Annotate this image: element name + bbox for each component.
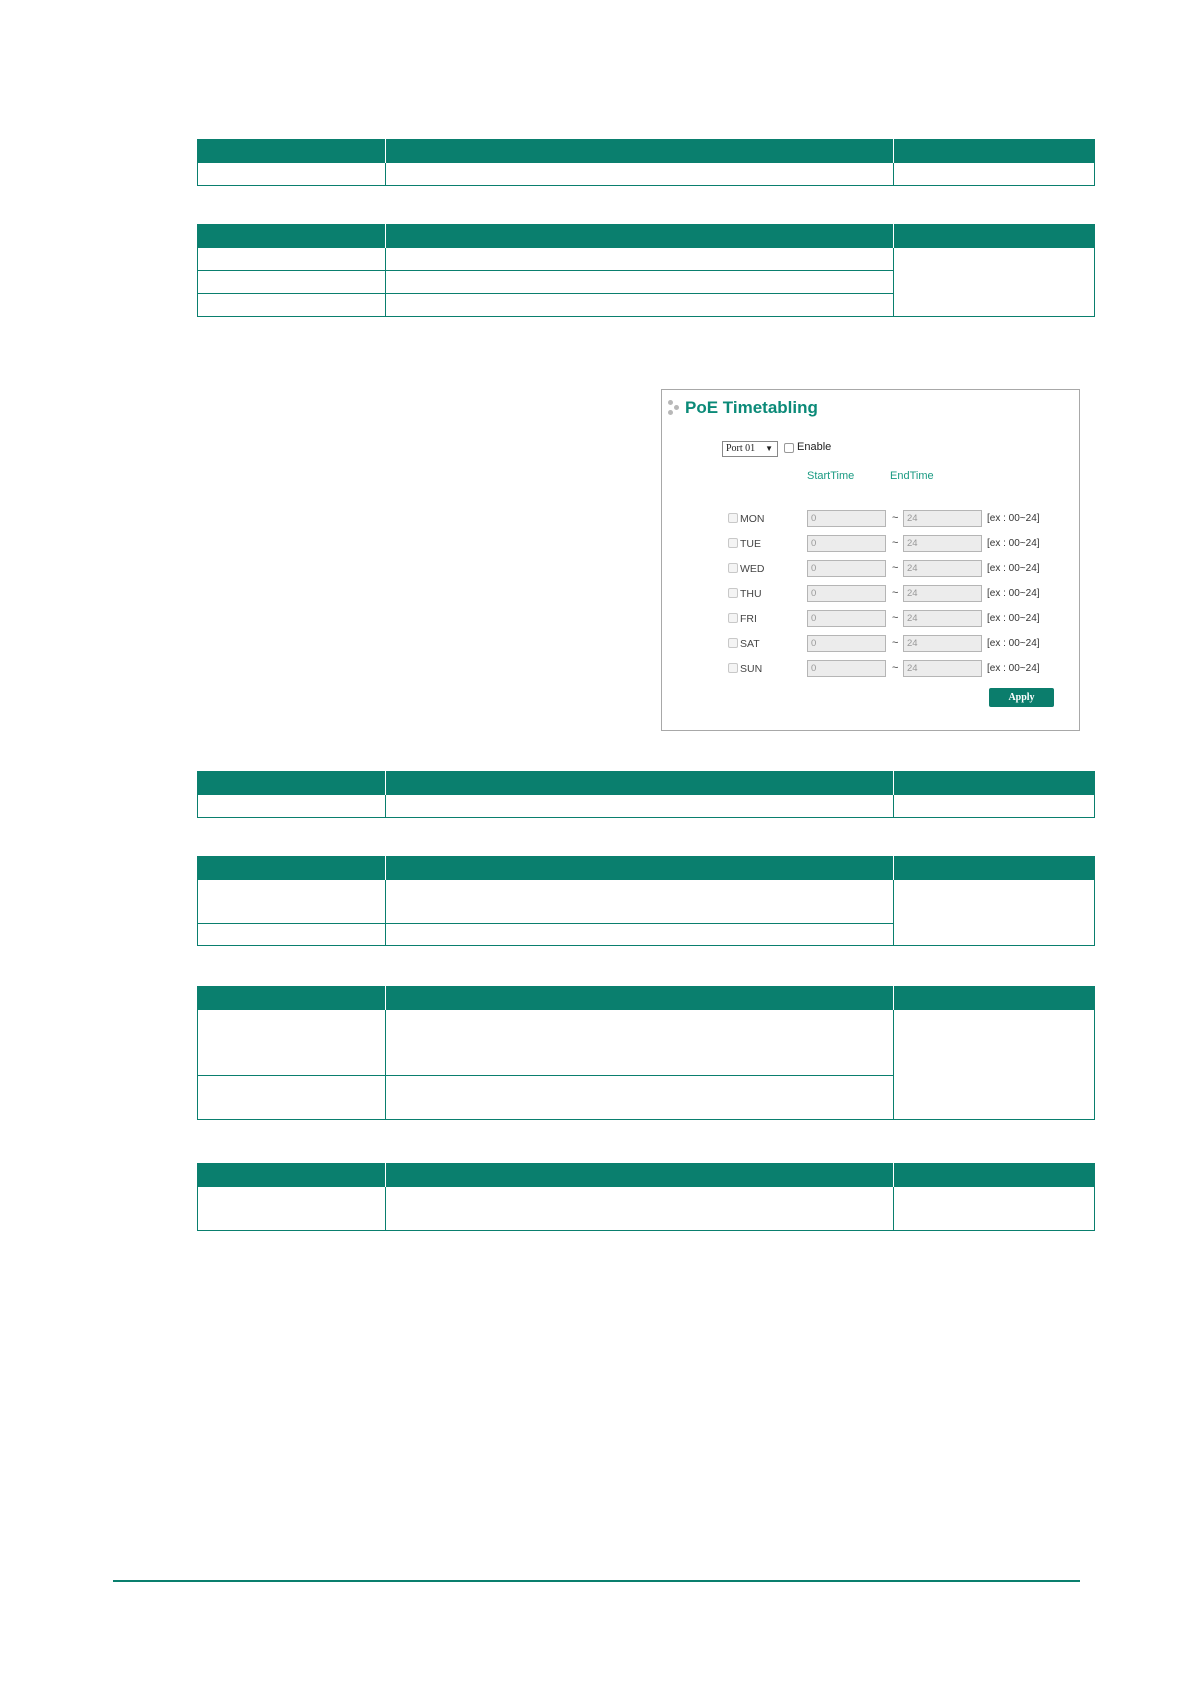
end-time-input[interactable]: 24	[903, 635, 982, 652]
table-header-row	[198, 139, 1095, 163]
table-cell	[894, 163, 1095, 186]
time-hint: [ex : 00~24]	[987, 588, 1040, 599]
day-label: SUN	[740, 663, 763, 675]
table-header-cell	[386, 1163, 894, 1187]
settings-table-3	[197, 771, 1095, 818]
end-time-input[interactable]: 24	[903, 535, 982, 552]
time-hint: [ex : 00~24]	[987, 638, 1040, 649]
day-row-wed	[662, 560, 1079, 580]
poe-timetabling-panel	[661, 389, 1080, 731]
table-cell	[386, 271, 894, 294]
table-header-cell	[386, 771, 894, 795]
time-hint: [ex : 00~24]	[987, 563, 1040, 574]
table-row	[198, 1187, 1095, 1231]
table-header-cell	[198, 771, 386, 795]
table-cell	[894, 880, 1095, 946]
settings-table-5	[197, 986, 1095, 1120]
table-cell	[386, 924, 894, 946]
table-header-cell	[386, 139, 894, 163]
settings-table-6	[197, 1163, 1095, 1231]
start-time-header: StartTime	[807, 470, 855, 482]
settings-table-1	[197, 139, 1095, 186]
table-cell	[198, 880, 386, 924]
table-cell	[198, 294, 386, 317]
footer-rule	[113, 1580, 1080, 1582]
day-checkbox[interactable]	[728, 513, 738, 523]
start-time-input[interactable]: 0	[807, 660, 886, 677]
table-header-cell	[198, 139, 386, 163]
table-cell	[198, 1076, 386, 1120]
day-row-fri	[662, 610, 1079, 630]
table-row	[198, 163, 1095, 186]
table-cell	[198, 248, 386, 271]
table-header-row	[198, 771, 1095, 795]
enable-checkbox[interactable]	[784, 443, 794, 453]
table-header-cell	[198, 1163, 386, 1187]
range-separator: ~	[892, 612, 899, 624]
table-header-cell	[386, 986, 894, 1010]
day-label: SAT	[740, 638, 760, 650]
day-checkbox[interactable]	[728, 638, 738, 648]
day-row-thu	[662, 585, 1079, 605]
enable-label: Enable	[797, 441, 832, 453]
time-hint: [ex : 00~24]	[987, 538, 1040, 549]
end-time-header: EndTime	[890, 470, 934, 482]
table-cell	[386, 294, 894, 317]
table-header-cell	[894, 771, 1095, 795]
day-checkbox[interactable]	[728, 563, 738, 573]
table-cell	[198, 1010, 386, 1076]
table-cell	[386, 1076, 894, 1120]
table-header-row	[198, 224, 1095, 248]
table-header-cell	[894, 1163, 1095, 1187]
day-label: MON	[740, 513, 765, 525]
chevron-down-icon: ▼	[765, 444, 773, 453]
table-header-cell	[386, 856, 894, 880]
table-cell	[894, 248, 1095, 317]
table-cell	[386, 880, 894, 924]
apply-button[interactable]: Apply	[989, 688, 1054, 707]
end-time-input[interactable]: 24	[903, 560, 982, 577]
table-header-cell	[894, 139, 1095, 163]
day-label: THU	[740, 588, 762, 600]
end-time-input[interactable]: 24	[903, 610, 982, 627]
day-checkbox[interactable]	[728, 663, 738, 673]
table-row	[198, 880, 1095, 924]
settings-table-2	[197, 224, 1095, 317]
time-hint: [ex : 00~24]	[987, 663, 1040, 674]
table-cell	[386, 1010, 894, 1076]
end-time-input[interactable]: 24	[903, 510, 982, 527]
table-cell	[198, 1187, 386, 1231]
start-time-input[interactable]: 0	[807, 535, 886, 552]
day-checkbox[interactable]	[728, 613, 738, 623]
table-header-cell	[386, 224, 894, 248]
end-time-input[interactable]: 24	[903, 585, 982, 602]
table-row	[198, 248, 1095, 271]
day-row-tue	[662, 535, 1079, 555]
settings-table-4	[197, 856, 1095, 946]
poe-title-group	[668, 398, 818, 418]
time-hint: [ex : 00~24]	[987, 513, 1040, 524]
day-label: TUE	[740, 538, 761, 550]
table-cell	[386, 1187, 894, 1231]
start-time-input[interactable]: 0	[807, 610, 886, 627]
day-row-sat	[662, 635, 1079, 655]
table-row	[198, 1010, 1095, 1076]
table-cell	[894, 795, 1095, 818]
day-row-mon	[662, 510, 1079, 530]
table-cell	[894, 1010, 1095, 1120]
range-separator: ~	[892, 537, 899, 549]
table-cell	[198, 924, 386, 946]
table-header-cell	[198, 856, 386, 880]
table-header-row	[198, 1163, 1095, 1187]
range-separator: ~	[892, 637, 899, 649]
start-time-input[interactable]: 0	[807, 585, 886, 602]
start-time-input[interactable]: 0	[807, 560, 886, 577]
range-separator: ~	[892, 662, 899, 674]
table-header-cell	[894, 986, 1095, 1010]
port-select-value: Port 01	[726, 443, 756, 454]
table-header-row	[198, 986, 1095, 1010]
table-cell	[198, 271, 386, 294]
table-header-cell	[198, 986, 386, 1010]
table-header-cell	[198, 224, 386, 248]
table-header-row	[198, 856, 1095, 880]
port-select[interactable]	[722, 441, 778, 457]
table-cell	[894, 1187, 1095, 1231]
time-hint: [ex : 00~24]	[987, 613, 1040, 624]
table-cell	[198, 163, 386, 186]
day-label: FRI	[740, 613, 757, 625]
table-header-cell	[894, 856, 1095, 880]
day-row-sun	[662, 660, 1079, 680]
table-cell	[386, 248, 894, 271]
day-checkbox[interactable]	[728, 588, 738, 598]
table-cell	[386, 163, 894, 186]
start-time-input[interactable]: 0	[807, 635, 886, 652]
range-separator: ~	[892, 562, 899, 574]
range-separator: ~	[892, 512, 899, 524]
table-cell	[198, 795, 386, 818]
end-time-input[interactable]: 24	[903, 660, 982, 677]
range-separator: ~	[892, 587, 899, 599]
table-header-cell	[894, 224, 1095, 248]
start-time-input[interactable]: 0	[807, 510, 886, 527]
day-label: WED	[740, 563, 765, 575]
table-cell	[386, 795, 894, 818]
day-checkbox[interactable]	[728, 538, 738, 548]
poe-title: PoE Timetabling	[685, 398, 818, 417]
table-row	[198, 795, 1095, 818]
menu-dots-icon	[668, 399, 682, 417]
